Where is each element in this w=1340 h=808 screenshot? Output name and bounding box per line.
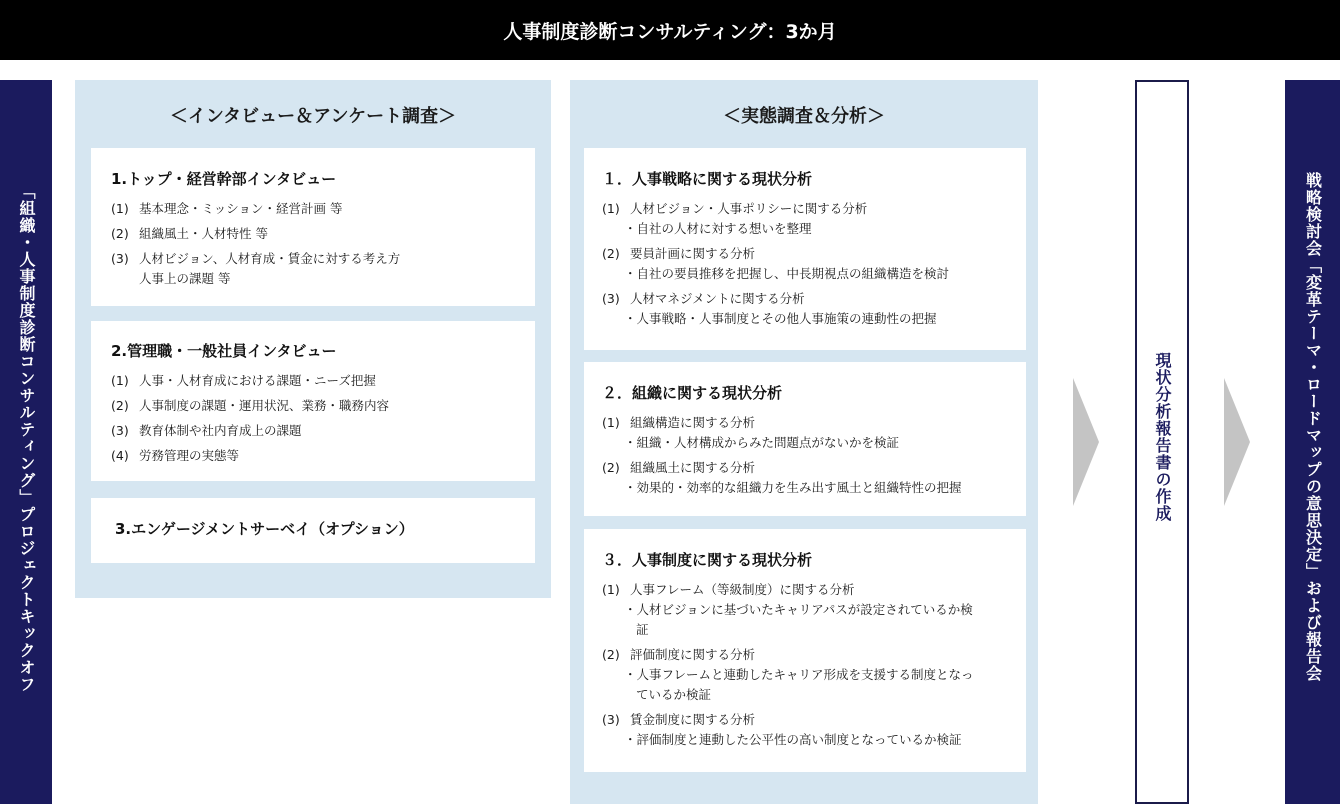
top-exec-interview-card [91,148,535,306]
analysis-group: (2) 組織風土に関する分析 ・効果的・効率的な組織力を生み出す風土と組織特性の把握 [602,460,962,495]
analysis-group: (2) 要員計画に関する分析 ・自社の要員推移を把握し、中長期視点の組織構造を検討 [602,246,950,281]
analysis-panel [570,80,1038,804]
engagement-survey-card [91,498,535,563]
card-title: 1.トップ・経営幹部インタビュー [111,170,337,188]
page-title: 人事制度診断コンサルティング：3か月 [503,20,837,43]
card-title: 2.管理職・一般社員インタビュー [111,342,337,360]
list-item: (1) 人事・人材育成における課題・ニーズ把握 [111,373,376,388]
analysis-group: (1) 人事フレーム（等級制度）に関する分析 ・人材ビジョンに基づいたキャリアパスが設定されているか検証 [602,582,973,637]
list-item: (4) 労務管理の実態等 [111,448,240,463]
card-title: 3.エンゲージメントサーベイ（オプション） [115,520,414,538]
organization-analysis-card [584,362,1026,516]
report-creation-label: 現状分析報告書の作成 [1153,352,1172,522]
list-item: (3) 教育体制や社内育成上の課題 [111,423,302,438]
analysis-group: (2) 評価制度に関する分析 ・人事フレームと連動したキャリア形成を支援する制度となっているか検証 [602,647,974,702]
analysis-group: (3) 人材マネジメントに関する分析 ・人事戦略・人事制度とその他人事施策の連動性の把握 [602,291,937,326]
card-title: ２．組織に関する現状分析 [602,384,783,402]
analysis-group: (3) 賃金制度に関する分析 ・評価制度と連動した公平性の高い制度となっているか検証 [602,712,962,747]
kickoff-label: 「組織・人事制度診断コンサルティング」プロジェクトキックオフ [17,183,36,693]
hr-system-analysis-card [584,529,1026,772]
list-item: (2) 人事制度の課題・運用状況、業務・職務内容 [111,398,390,413]
analysis-group: (1) 人材ビジョン・人事ポリシーに関する分析 ・自社の人材に対する想いを整理 [602,201,868,236]
list-item: (2) 組織風土・人材特性 等 [111,226,268,241]
flow-arrow-icon [1073,378,1099,506]
interview-panel-title: ＜インタビュー＆アンケート調査＞ [169,106,457,127]
strategy-meeting-bar [1285,80,1340,804]
hr-strategy-analysis-card [584,148,1026,350]
list-item: (1) 基本理念・ミッション・経営計画 等 [111,201,343,216]
card-title: １．人事戦略に関する現状分析 [602,170,813,188]
analysis-group: (1) 組織構造に関する分析 ・組織・人材構成からみた問題点がないかを検証 [602,415,900,450]
interview-survey-panel [75,80,551,598]
card-title: ３．人事制度に関する現状分析 [602,551,813,569]
report-creation-box [1135,80,1189,804]
analysis-panel-title: ＜実態調査＆分析＞ [723,106,885,127]
strategy-meeting-label: 戦略検討会「変革テーマ・ロードマップの意思決定」および報告会 [1303,172,1323,682]
list-item: (3) 人材ビジョン、人材育成・賃金に対する考え方 人事上の課題 等 [111,251,401,286]
flow-arrow-icon [1224,378,1250,506]
page-header [0,0,1340,60]
kickoff-bar [0,80,52,804]
manager-staff-interview-card [91,321,535,481]
